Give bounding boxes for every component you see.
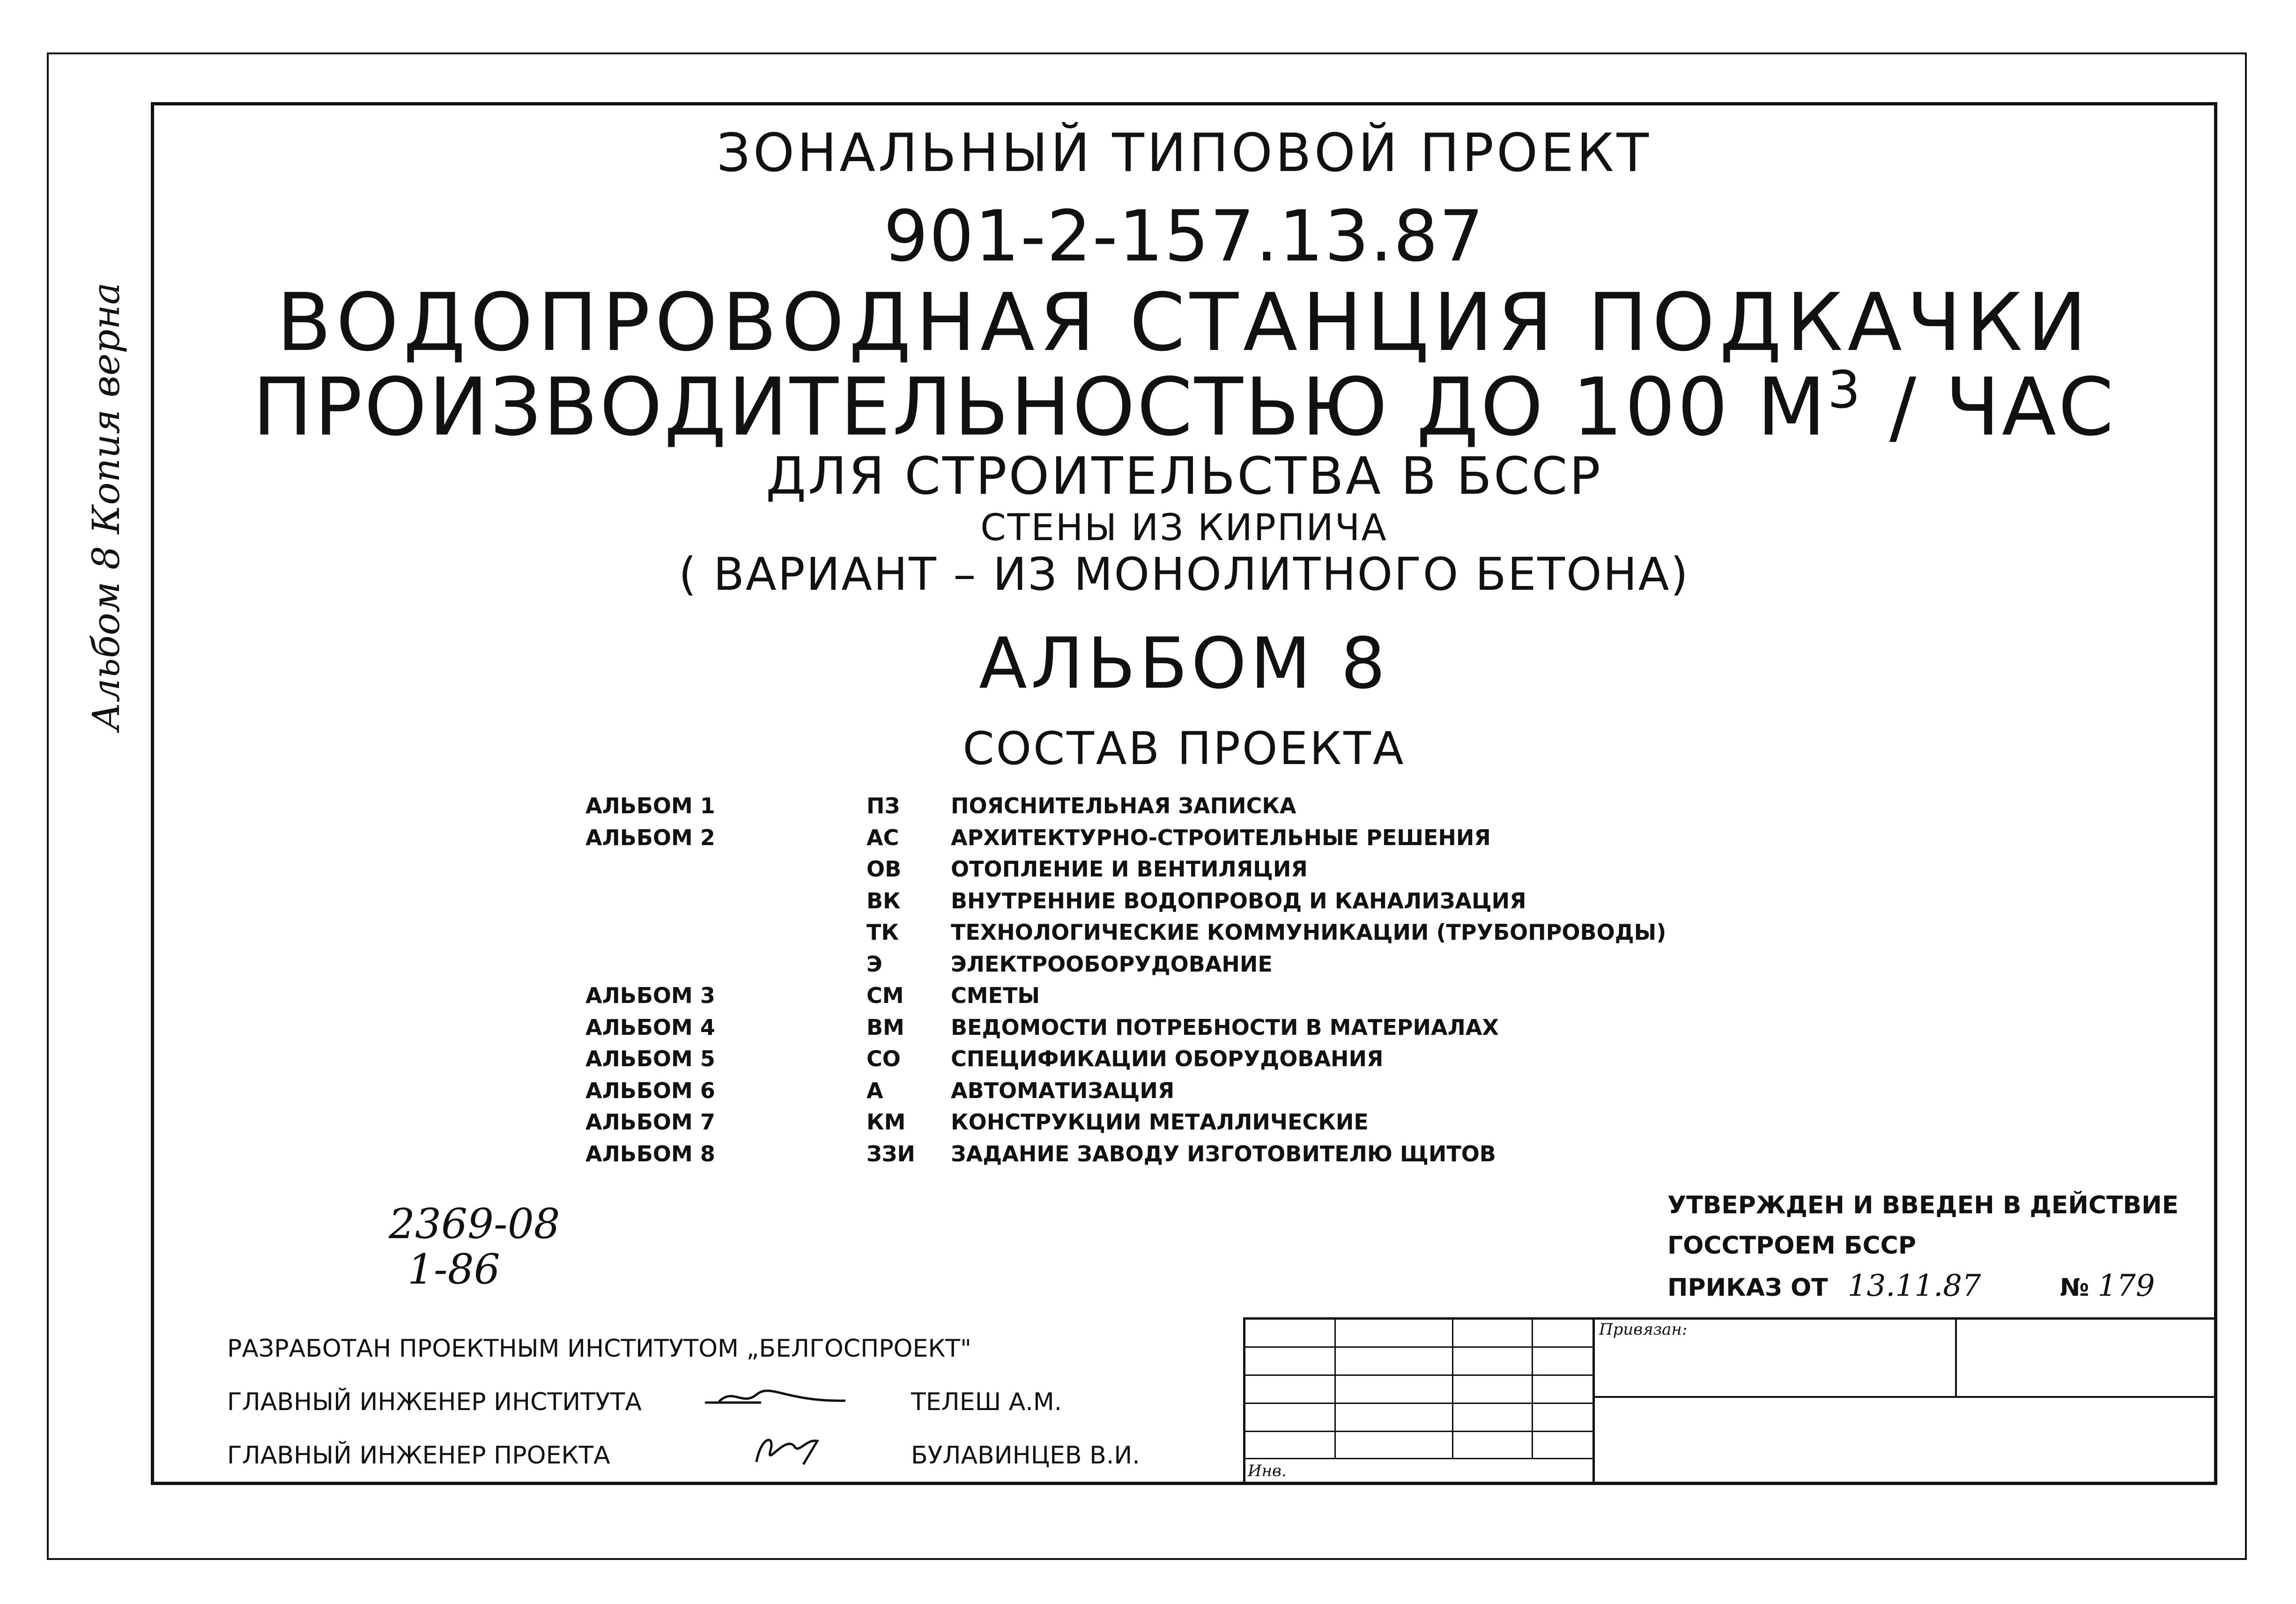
archive-number	[389, 1202, 560, 1292]
composition-row	[585, 1141, 1569, 1173]
composition-name: КОНСТРУКЦИИ МЕТАЛЛИЧЕСКИЕ	[951, 1109, 1369, 1135]
composition-list	[585, 793, 1666, 1173]
composition-code: ВМ	[867, 1014, 904, 1040]
composition-name: АВТОМАТИЗАЦИЯ	[951, 1077, 1175, 1103]
composition-row	[585, 1015, 1569, 1047]
composition-code: АС	[867, 824, 899, 850]
order-number: 179	[2097, 1269, 2155, 1303]
order-date: 13.11.87	[1847, 1269, 1981, 1303]
composition-name: ОТОПЛЕНИЕ И ВЕНТИЛЯЦИЯ	[951, 856, 1308, 882]
stamp-block	[1243, 1317, 2217, 1485]
title-line-1: ВОДОПРОВОДНАЯ СТАНЦИЯ ПОДКАЧКИ	[276, 276, 2092, 369]
composition-code: ПЗ	[867, 793, 900, 818]
archive-number-line-1: 2369-08	[389, 1200, 560, 1248]
composition-name: ВНУТРЕННИЕ ВОДОПРОВОД И КАНАЛИЗАЦИЯ	[951, 888, 1526, 913]
signature-institute	[705, 1374, 845, 1416]
archive-number-line-2: 1-86	[407, 1245, 500, 1293]
stamp-inventory-label: Инв.	[1248, 1462, 1287, 1480]
chief-engineer-institute-name: ТЕЛЕШ А.М.	[911, 1388, 1062, 1416]
composition-name: ПОЯСНИТЕЛЬНАЯ ЗАПИСКА	[951, 793, 1296, 818]
title-line-2-main: ПРОИЗВОДИТЕЛЬНОСТЬЮ ДО 100 М	[252, 361, 1828, 454]
composition-code: КМ	[867, 1109, 906, 1135]
developer-line: РАЗРАБОТАН ПРОЕКТНЫМ ИНСТИТУТОМ „БЕЛГОСПРОЕКТ"	[227, 1335, 971, 1363]
composition-row	[585, 983, 1569, 1015]
approval-block	[1667, 1185, 2178, 1308]
project-type: ЗОНАЛЬНЫЙ ТИПОВОЙ ПРОЕКТ	[717, 123, 1652, 184]
composition-code: СО	[867, 1046, 901, 1071]
composition-row	[585, 1046, 1569, 1078]
order-number-label: №	[2059, 1274, 2089, 1302]
composition-album: АЛЬБОМ 7	[585, 1109, 715, 1135]
composition-row	[585, 1109, 1569, 1141]
composition-album: АЛЬБОМ 4	[585, 1014, 715, 1040]
title-line-2-tail: / ЧАС	[1862, 361, 2116, 454]
composition-album: АЛЬБОМ 8	[585, 1141, 715, 1166]
side-note-handwritten: Альбом 8 Копия верна	[84, 282, 128, 731]
composition-name: СМЕТЫ	[951, 983, 1040, 1008]
composition-row	[585, 825, 1569, 857]
chief-engineer-project-name: БУЛАВИНЦЕВ В.И.	[911, 1441, 1140, 1470]
composition-name: СПЕЦИФИКАЦИИ ОБОРУДОВАНИЯ	[951, 1046, 1384, 1071]
composition-row	[585, 920, 1666, 951]
signature-project	[705, 1427, 845, 1469]
composition-name: ВЕДОМОСТИ ПОТРЕБНОСТИ В МАТЕРИАЛАХ	[951, 1014, 1499, 1040]
composition-album: АЛЬБОМ 1	[585, 793, 715, 818]
album-heading: АЛЬБОМ 8	[979, 623, 1389, 705]
composition-album: АЛЬБОМ 6	[585, 1077, 715, 1103]
composition-name: ЗАДАНИЕ ЗАВОДУ ИЗГОТОВИТЕЛЮ ЩИТОВ	[951, 1141, 1496, 1166]
composition-row	[585, 793, 1569, 825]
composition-name: ЭЛЕКТРООБОРУДОВАНИЕ	[951, 951, 1273, 977]
project-number: 901-2-157.13.87	[883, 196, 1485, 277]
composition-code: СМ	[867, 983, 904, 1008]
approval-line-1: УТВЕРЖДЕН И ВВЕДЕН В ДЕЙСТВИЕ	[1667, 1191, 2179, 1219]
order-label: ПРИКАЗ ОТ	[1667, 1274, 1828, 1302]
composition-name: ТЕХНОЛОГИЧЕСКИЕ КОММУНИКАЦИИ (ТРУБОПРОВОДЫ)	[951, 920, 1666, 945]
composition-code: А	[867, 1077, 883, 1103]
composition-row	[585, 1078, 1569, 1110]
composition-row	[585, 888, 1569, 920]
composition-album: АЛЬБОМ 5	[585, 1046, 715, 1071]
composition-code: ВК	[867, 888, 901, 913]
chief-engineer-project-label: ГЛАВНЫЙ ИНЖЕНЕР ПРОЕКТА	[227, 1441, 610, 1470]
composition-code: Э	[867, 951, 882, 977]
subtitle-variant: ( ВАРИАНТ – ИЗ МОНОЛИТНОГО БЕТОНА)	[679, 548, 1689, 601]
composition-code: ОВ	[867, 856, 902, 882]
composition-heading: СОСТАВ ПРОЕКТА	[963, 722, 1406, 775]
composition-row	[585, 856, 1569, 888]
composition-album: АЛЬБОМ 2	[585, 824, 715, 850]
composition-row	[585, 951, 1569, 983]
chief-engineer-institute-label: ГЛАВНЫЙ ИНЖЕНЕР ИНСТИТУТА	[227, 1388, 642, 1416]
composition-code: ЗЗИ	[867, 1141, 915, 1166]
composition-code: ТК	[867, 920, 899, 945]
title-line-2	[151, 360, 2217, 454]
composition-album: АЛЬБОМ 3	[585, 983, 715, 1008]
stamp-binding-label: Привязан:	[1599, 1320, 1688, 1339]
title-line-2-superscript: 3	[1827, 360, 1862, 420]
composition-name: АРХИТЕКТУРНО-СТРОИТЕЛЬНЫЕ РЕШЕНИЯ	[951, 824, 1491, 850]
subtitle-walls: СТЕНЫ ИЗ КИРПИЧА	[980, 507, 1388, 549]
approval-line-2: ГОССТРОЕМ БССР	[1667, 1232, 1916, 1260]
approval-order	[1667, 1266, 2178, 1308]
subtitle-region: ДЛЯ СТРОИТЕЛЬСТВА В БССР	[766, 446, 1602, 506]
